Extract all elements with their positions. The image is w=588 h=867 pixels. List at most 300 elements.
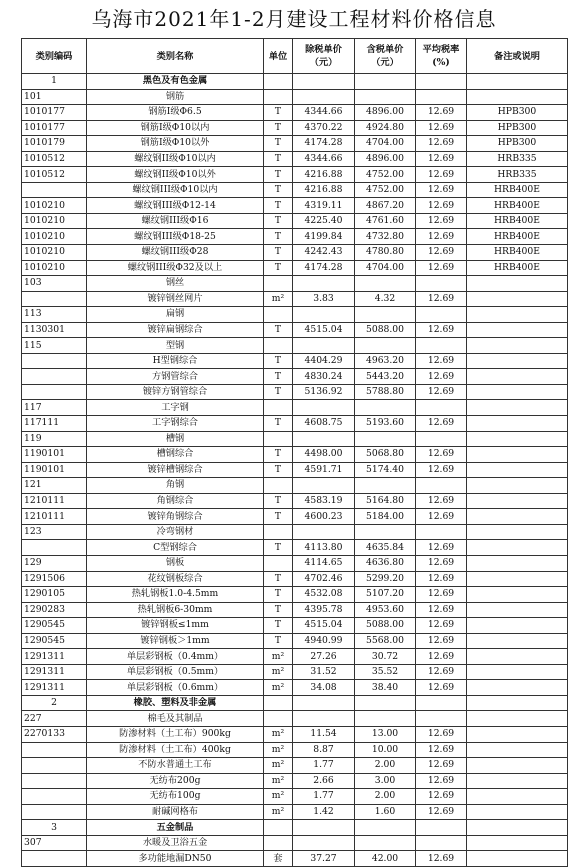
cell-unit: m² [264,773,293,789]
cell-name: 工字钢 [87,400,264,416]
cell-price-incl-tax: 30.72 [355,649,416,665]
cell-note [467,493,568,509]
cell-price-ex-tax: 4174.28 [293,136,355,152]
cell-price-incl-tax [355,711,416,727]
table-row [22,602,568,618]
cell-name: 黑色及有色金属 [87,74,264,90]
cell-price-ex-tax: 4395.78 [293,602,355,618]
cell-code: 1291311 [22,649,87,665]
cell-unit: T [264,447,293,463]
cell-code: 1010512 [22,167,87,183]
cell-note: HRB400E [467,198,568,214]
cell-tax-rate: 12.69 [416,384,467,400]
table-row [22,447,568,463]
table-row [22,804,568,820]
cell-price-incl-tax: 35.52 [355,664,416,680]
cell-price-incl-tax: 4896.00 [355,151,416,167]
cell-code [22,851,87,867]
cell-unit: T [264,571,293,587]
cell-name: 螺纹钢II级Φ10以内 [87,151,264,167]
cell-price-ex-tax: 4940.99 [293,633,355,649]
cell-tax-rate: 12.69 [416,649,467,665]
cell-tax-rate: 12.69 [416,571,467,587]
cell-note: HRB400E [467,260,568,276]
cell-price-ex-tax [293,74,355,90]
cell-unit [264,711,293,727]
cell-price-incl-tax [355,478,416,494]
cell-price-incl-tax: 2.00 [355,789,416,805]
cell-tax-rate: 12.69 [416,493,467,509]
cell-name: 钢筋I级Φ10以外 [87,136,264,152]
cell-tax-rate: 12.69 [416,198,467,214]
cell-price-ex-tax: 4830.24 [293,369,355,385]
cell-code: 121 [22,478,87,494]
cell-price-incl-tax: 5068.80 [355,447,416,463]
cell-unit: T [264,384,293,400]
cell-code: 1290545 [22,633,87,649]
cell-price-ex-tax: 4600.23 [293,509,355,525]
cell-tax-rate [416,89,467,105]
cell-tax-rate: 12.69 [416,618,467,634]
cell-note: HRB400E [467,213,568,229]
cell-code [22,773,87,789]
cell-note: HPB300 [467,120,568,136]
header-name: 类别名称 [87,39,264,74]
cell-code [22,742,87,758]
table-row [22,416,568,432]
cell-price-ex-tax: 1.42 [293,804,355,820]
cell-unit: T [264,353,293,369]
cell-name: 工字钢综合 [87,416,264,432]
cell-name: 角钢 [87,478,264,494]
cell-code: 2 [22,695,87,711]
cell-price-incl-tax: 5088.00 [355,322,416,338]
cell-tax-rate: 12.69 [416,353,467,369]
header-code: 类别编码 [22,39,87,74]
cell-note [467,462,568,478]
table-row [22,213,568,229]
cell-price-incl-tax [355,835,416,851]
cell-code: 103 [22,276,87,292]
cell-tax-rate: 12.69 [416,151,467,167]
cell-name: 槽钢综合 [87,447,264,463]
table-row [22,742,568,758]
cell-price-ex-tax [293,431,355,447]
cell-unit: m² [264,758,293,774]
cell-note [467,478,568,494]
cell-code: 117 [22,400,87,416]
cell-name: 五金制品 [87,820,264,836]
cell-tax-rate: 12.69 [416,416,467,432]
cell-tax-rate [416,820,467,836]
cell-note: HRB400E [467,245,568,261]
cell-price-ex-tax [293,711,355,727]
cell-price-ex-tax: 4608.75 [293,416,355,432]
cell-note [467,369,568,385]
cell-price-incl-tax: 5299.20 [355,571,416,587]
cell-unit [264,695,293,711]
cell-unit: T [264,213,293,229]
cell-tax-rate: 12.69 [416,182,467,198]
cell-tax-rate [416,338,467,354]
cell-tax-rate: 12.69 [416,167,467,183]
cell-unit [264,338,293,354]
cell-price-incl-tax: 4752.00 [355,167,416,183]
cell-price-ex-tax: 31.52 [293,664,355,680]
table-row [22,664,568,680]
cell-name: 方钢管综合 [87,369,264,385]
cell-name: 镀锌角钢综合 [87,509,264,525]
header-unit: 单位 [264,39,293,74]
table-row [22,633,568,649]
cell-tax-rate: 12.69 [416,447,467,463]
cell-price-ex-tax [293,478,355,494]
cell-price-ex-tax [293,400,355,416]
cell-name: 花纹钢板综合 [87,571,264,587]
cell-tax-rate: 12.69 [416,758,467,774]
cell-tax-rate [416,74,467,90]
cell-price-incl-tax: 4867.20 [355,198,416,214]
cell-price-incl-tax: 5107.20 [355,587,416,603]
cell-price-incl-tax: 13.00 [355,726,416,742]
cell-name: 螺纹钢III级Φ12-14 [87,198,264,214]
cell-name: 螺纹钢III级Φ28 [87,245,264,261]
cell-price-incl-tax: 3.00 [355,773,416,789]
cell-price-incl-tax: 1.60 [355,804,416,820]
cell-tax-rate [416,524,467,540]
cell-note: HRB400E [467,182,568,198]
cell-unit [264,431,293,447]
cell-price-incl-tax: 5568.00 [355,633,416,649]
cell-price-incl-tax [355,695,416,711]
cell-code: 227 [22,711,87,727]
cell-unit: T [264,509,293,525]
cell-price-incl-tax: 4732.80 [355,229,416,245]
cell-price-ex-tax: 4174.28 [293,260,355,276]
cell-code: 3 [22,820,87,836]
header-price-ex-tax: 除税单价（元） [293,39,355,74]
cell-price-ex-tax: 4113.80 [293,540,355,556]
cell-unit: m² [264,742,293,758]
cell-code: 1130301 [22,322,87,338]
cell-code: 1010210 [22,229,87,245]
cell-code [22,384,87,400]
cell-note [467,276,568,292]
cell-price-ex-tax [293,338,355,354]
cell-note [467,726,568,742]
cell-tax-rate: 12.69 [416,726,467,742]
cell-tax-rate [416,400,467,416]
cell-name: 镀锌槽钢综合 [87,462,264,478]
cell-name: 镀锌方钢管综合 [87,384,264,400]
cell-name: 单层彩钢板（0.4mm） [87,649,264,665]
cell-price-ex-tax: 4199.84 [293,229,355,245]
cell-name: 钢筋I级Φ6.5 [87,105,264,121]
cell-unit [264,89,293,105]
cell-price-ex-tax [293,276,355,292]
cell-name: 螺纹钢III级Φ16 [87,213,264,229]
table-row [22,291,568,307]
cell-price-ex-tax [293,820,355,836]
cell-name: 单层彩钢板（0.6mm） [87,680,264,696]
cell-note [467,540,568,556]
cell-name: 镀锌扁钢综合 [87,322,264,338]
cell-price-ex-tax: 4532.08 [293,587,355,603]
cell-code: 123 [22,524,87,540]
cell-code: 1190101 [22,447,87,463]
cell-note: HRB400E [467,229,568,245]
cell-tax-rate: 12.69 [416,555,467,571]
cell-unit: T [264,602,293,618]
table-row [22,431,568,447]
cell-code: 129 [22,555,87,571]
cell-note: HPB300 [467,136,568,152]
cell-unit: T [264,120,293,136]
cell-price-ex-tax [293,835,355,851]
cell-code: 1291311 [22,680,87,696]
cell-name: 棉毛及其制品 [87,711,264,727]
cell-price-ex-tax: 4515.04 [293,618,355,634]
cell-code: 1010210 [22,213,87,229]
table-row [22,260,568,276]
cell-note [467,307,568,323]
cell-tax-rate: 12.69 [416,633,467,649]
cell-unit [264,400,293,416]
cell-note [467,804,568,820]
cell-name: 热轧钢板1.0-4.5mm [87,587,264,603]
cell-tax-rate: 12.69 [416,213,467,229]
cell-unit [264,307,293,323]
cell-price-incl-tax: 2.00 [355,758,416,774]
cell-code: 1290283 [22,602,87,618]
cell-code: 101 [22,89,87,105]
cell-note [467,711,568,727]
table-row [22,649,568,665]
cell-unit [264,820,293,836]
cell-unit [264,276,293,292]
cell-name: C型钢综合 [87,540,264,556]
cell-price-ex-tax: 4583.19 [293,493,355,509]
cell-name: 螺纹钢III级Φ32及以上 [87,260,264,276]
table-row [22,136,568,152]
cell-price-incl-tax: 5088.00 [355,618,416,634]
cell-tax-rate: 12.69 [416,587,467,603]
cell-price-ex-tax: 4370.22 [293,120,355,136]
cell-code [22,291,87,307]
cell-tax-rate: 12.69 [416,291,467,307]
cell-code: 1010210 [22,260,87,276]
cell-name: 单层彩钢板（0.5mm） [87,664,264,680]
cell-unit: m² [264,789,293,805]
cell-unit: m² [264,804,293,820]
table-row [22,307,568,323]
table-row [22,400,568,416]
cell-price-incl-tax [355,820,416,836]
cell-code: 1291506 [22,571,87,587]
page-title: 乌海市2021年1-2月建设工程材料价格信息 [91,7,497,31]
cell-note [467,400,568,416]
table-row [22,618,568,634]
cell-price-ex-tax: 11.54 [293,726,355,742]
table-row [22,369,568,385]
cell-unit: T [264,633,293,649]
table-row [22,198,568,214]
table-row [22,74,568,90]
cell-tax-rate: 12.69 [416,260,467,276]
table-row [22,229,568,245]
cell-price-ex-tax: 5136.92 [293,384,355,400]
table-row [22,851,568,867]
cell-note [467,695,568,711]
cell-price-incl-tax: 4704.00 [355,260,416,276]
cell-name: 钢丝 [87,276,264,292]
table-row [22,726,568,742]
cell-code: 1291311 [22,664,87,680]
table-row [22,680,568,696]
cell-note [467,74,568,90]
cell-unit: T [264,618,293,634]
cell-price-ex-tax [293,89,355,105]
cell-price-ex-tax: 34.08 [293,680,355,696]
cell-name: 无纺布200g [87,773,264,789]
cell-price-ex-tax: 4319.11 [293,198,355,214]
cell-price-incl-tax: 4761.60 [355,213,416,229]
cell-name: 螺纹钢III级Φ18-25 [87,229,264,245]
cell-price-incl-tax: 4636.80 [355,555,416,571]
cell-note [467,509,568,525]
cell-tax-rate: 12.69 [416,136,467,152]
cell-name: 耐碱网格布 [87,804,264,820]
cell-name: 型钢 [87,338,264,354]
cell-price-incl-tax: 5788.80 [355,384,416,400]
cell-code: 1010210 [22,245,87,261]
cell-code: 1210111 [22,509,87,525]
table-row [22,493,568,509]
cell-name: 不防水普通土工布 [87,758,264,774]
cell-unit: T [264,416,293,432]
cell-price-ex-tax: 4498.00 [293,447,355,463]
cell-code: 1010177 [22,120,87,136]
cell-code: 1190101 [22,462,87,478]
cell-unit: T [264,322,293,338]
cell-unit: T [264,182,293,198]
cell-note: HRB335 [467,167,568,183]
table-row [22,773,568,789]
cell-code: 113 [22,307,87,323]
cell-name: 防渗材料（土工布）900kg [87,726,264,742]
cell-unit: T [264,198,293,214]
cell-price-ex-tax: 4344.66 [293,105,355,121]
cell-name: 防渗材料（土工布）400kg [87,742,264,758]
cell-tax-rate: 12.69 [416,462,467,478]
cell-note [467,431,568,447]
cell-price-incl-tax: 4780.80 [355,245,416,261]
cell-price-ex-tax: 4225.40 [293,213,355,229]
cell-code [22,540,87,556]
cell-code: 1290545 [22,618,87,634]
cell-unit: T [264,493,293,509]
cell-name: 角钢综合 [87,493,264,509]
cell-price-incl-tax [355,431,416,447]
cell-price-ex-tax: 8.87 [293,742,355,758]
table-row [22,276,568,292]
cell-tax-rate: 12.69 [416,742,467,758]
cell-price-incl-tax: 4924.80 [355,120,416,136]
cell-price-ex-tax: 3.83 [293,291,355,307]
cell-price-ex-tax: 37.27 [293,851,355,867]
cell-price-incl-tax: 4752.00 [355,182,416,198]
cell-price-ex-tax [293,524,355,540]
cell-note: HPB300 [467,105,568,121]
table-row [22,695,568,711]
cell-name: 冷弯钢材 [87,524,264,540]
table-row [22,478,568,494]
cell-code: 1010177 [22,105,87,121]
cell-unit: T [264,369,293,385]
table-row [22,120,568,136]
table-row [22,820,568,836]
cell-tax-rate: 12.69 [416,229,467,245]
table-row [22,167,568,183]
cell-note [467,851,568,867]
table-row [22,182,568,198]
cell-note [467,602,568,618]
table-row [22,353,568,369]
cell-unit: T [264,105,293,121]
cell-note [467,742,568,758]
cell-unit: m² [264,680,293,696]
cell-code: 117111 [22,416,87,432]
cell-note [467,820,568,836]
cell-note [467,773,568,789]
table-row [22,524,568,540]
header-row [22,39,568,74]
cell-price-ex-tax: 4702.46 [293,571,355,587]
cell-unit: 套 [264,851,293,867]
cell-tax-rate: 12.69 [416,369,467,385]
cell-tax-rate: 12.69 [416,509,467,525]
cell-note [467,789,568,805]
table-row [22,758,568,774]
cell-code [22,789,87,805]
table-row [22,711,568,727]
cell-unit [264,74,293,90]
cell-name: 螺纹钢II级Φ10以外 [87,167,264,183]
table-row [22,509,568,525]
cell-tax-rate: 12.69 [416,120,467,136]
cell-tax-rate: 12.69 [416,322,467,338]
cell-tax-rate: 12.69 [416,773,467,789]
price-table [21,38,568,867]
cell-price-ex-tax: 4242.43 [293,245,355,261]
cell-note [467,571,568,587]
cell-note [467,649,568,665]
table-row [22,105,568,121]
cell-unit: T [264,245,293,261]
cell-price-incl-tax [355,307,416,323]
cell-note [467,322,568,338]
cell-tax-rate [416,695,467,711]
cell-price-ex-tax: 27.26 [293,649,355,665]
cell-code [22,353,87,369]
table-row [22,151,568,167]
cell-price-incl-tax: 4963.20 [355,353,416,369]
cell-note [467,524,568,540]
table-row [22,384,568,400]
cell-price-ex-tax: 4591.71 [293,462,355,478]
cell-price-incl-tax [355,524,416,540]
cell-note [467,353,568,369]
